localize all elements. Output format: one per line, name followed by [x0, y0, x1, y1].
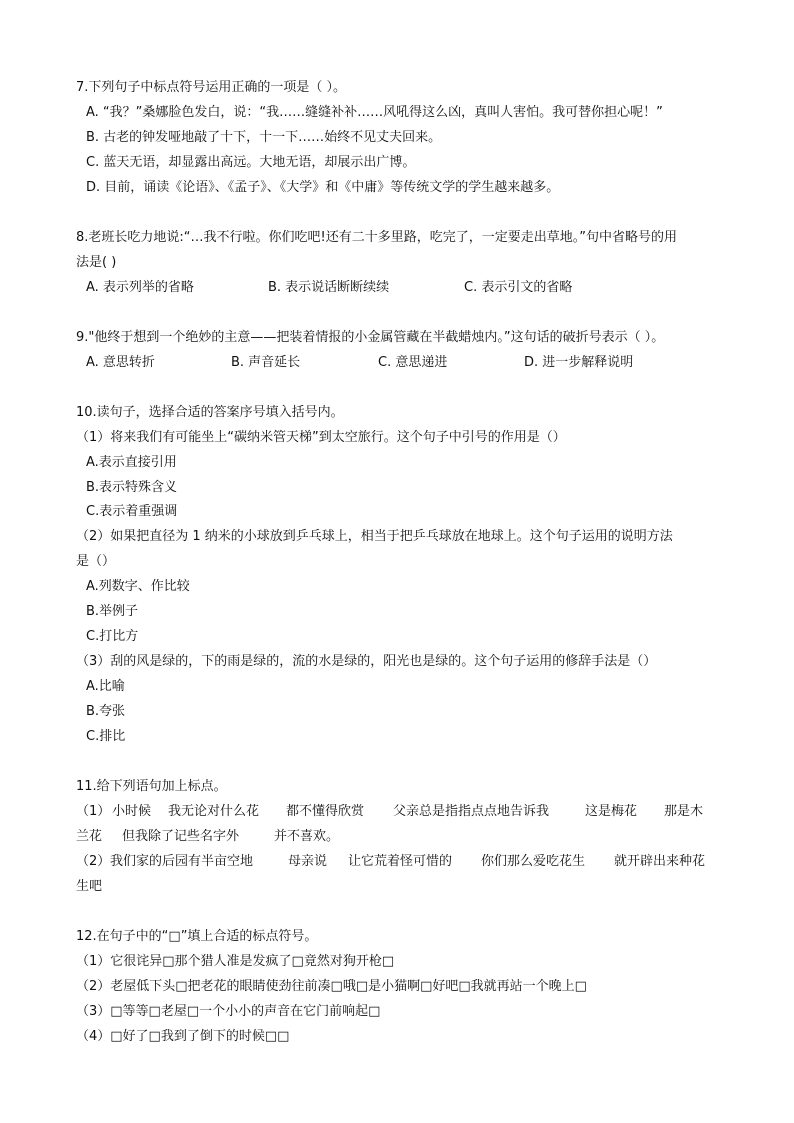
q11-part1-segment: 都不懂得欣赏 [286, 804, 365, 819]
q11-part1-segment: 但我除了记些名字外 [122, 829, 240, 844]
q10-part1-option-c: C.表示着重强调 [86, 504, 178, 519]
q7-option-d: D. 目前，诵读《论语》、《孟子》、《大学》和《中庸》等传统文学的学生越来越多。 [86, 180, 560, 195]
q11-stem: 11.给下列语句加上标点。 [76, 779, 227, 794]
q7-option-a: A. “我？”桑娜脸色发白，说：“我……缝缝补补……风吼得这么凶，真叫人害怕。我可替你担心呢！” [86, 105, 663, 120]
q12-line1: （1）它很诧异□那个猎人准是发疯了□竟然对狗开枪□ [76, 954, 395, 969]
q7-option-c: C. 蓝天无语，却显露出高远。大地无语，却展示出广博。 [86, 155, 416, 170]
q8-stem-line1: 8.老班长吃力地说:“…我不行啦。你们吃吧!还有二十多里路，吃完了，一定要走出草地。”句中省略号的用 [76, 230, 677, 245]
q11-part1-segment: 那是木 [664, 804, 704, 819]
q11-part1-segment: 我无论对什么花 [168, 804, 260, 819]
q10-part2-option-a: A.列数字、作比较 [86, 579, 190, 594]
q11-part2-segment: 你们那么爱吃花生 [481, 854, 586, 869]
q11-part1-segment: 父亲总是指指点点地告诉我 [393, 804, 550, 819]
q10-part2-line2: 是（） [76, 554, 116, 569]
q11-part1-segment: 兰花 [76, 829, 103, 844]
q10-part3-option-a: A.比喻 [86, 679, 125, 694]
q10-part1: （1）将来我们有可能坐上“碳纳米管天梯”到太空旅行。这个句子中引号的作用是（） [76, 430, 566, 445]
q9-option-a: A. 意思转折 [86, 355, 155, 370]
q11-part2-segment: 就开辟出来种花 [614, 854, 706, 869]
q12-line2: （2）老屋低下头□把老花的眼睛使劲往前凑□哦□是小猫啊□好吧□我就再站一个晚上□ [76, 979, 587, 994]
q9-option-d: D. 进一步解释说明 [524, 355, 634, 370]
q11-part1-segment: 并不喜欢。 [274, 829, 340, 844]
q11-part2-segment: 母亲说 [288, 854, 328, 869]
q8-option-b: B. 表示说话断断续续 [268, 280, 390, 295]
q10-part2-line1: （2）如果把直径为 1 纳米的小球放到乒乓球上，相当于把乒乓球放在地球上。这个句子运用的说明方法 [76, 529, 673, 544]
q8-option-a: A. 表示列举的省略 [86, 280, 194, 295]
q11-part1-segment: 小时候 [112, 804, 152, 819]
q10-part3-option-c: C.排比 [86, 729, 126, 744]
q12-line4: （4）□好了□我到了倒下的时候□□ [76, 1029, 290, 1044]
q9-option-c: C. 意思递进 [378, 355, 448, 370]
q10-stem: 10.读句子，选择合适的答案序号填入括号内。 [76, 405, 344, 420]
q9-option-b: B. 声音延长 [231, 355, 301, 370]
q8-option-c: C. 表示引文的省略 [464, 280, 573, 295]
q7-stem: 7.下列句子中标点符号运用正确的一项是（ ）。 [76, 80, 347, 95]
q7-option-b: B. 古老的钟发哑地敲了十下，十一下……始终不见丈夫回来。 [86, 130, 442, 145]
q12-stem: 12.在句子中的“□”填上合适的标点符号。 [76, 929, 318, 944]
q11-part1-segment: 这是梅花 [585, 804, 638, 819]
q10-part3: （3）刮的风是绿的，下的雨是绿的，流的水是绿的，阳光也是绿的。这个句子运用的修辞手法是（） [76, 654, 657, 669]
q11-part2-segment: 让它荒着怪可惜的 [348, 854, 453, 869]
q8-stem-line2: 法是( ) [76, 255, 117, 270]
q10-part2-option-c: C.打比方 [86, 629, 139, 644]
q11-part2-label: （2） [76, 854, 111, 869]
q10-part2-option-b: B.举例子 [86, 604, 139, 619]
q10-part3-option-b: B.夸张 [86, 704, 126, 719]
q10-part1-option-b: B.表示特殊含义 [86, 480, 178, 495]
q11-part2-segment: 我们家的后园有半亩空地 [110, 854, 254, 869]
q9-stem: 9."他终于想到一个绝妙的主意——把装着情报的小金属管藏在半截蜡烛内。”这句话的破折号表示（ ）。 [76, 330, 665, 345]
q11-part2-line2: 生吧 [76, 879, 103, 894]
q11-part1-label: （1） [76, 804, 111, 819]
q12-line3: （3）□等等□老屋□一个小小的声音在它门前响起□ [76, 1004, 381, 1019]
q10-part1-option-a: A.表示直接引用 [86, 455, 177, 470]
